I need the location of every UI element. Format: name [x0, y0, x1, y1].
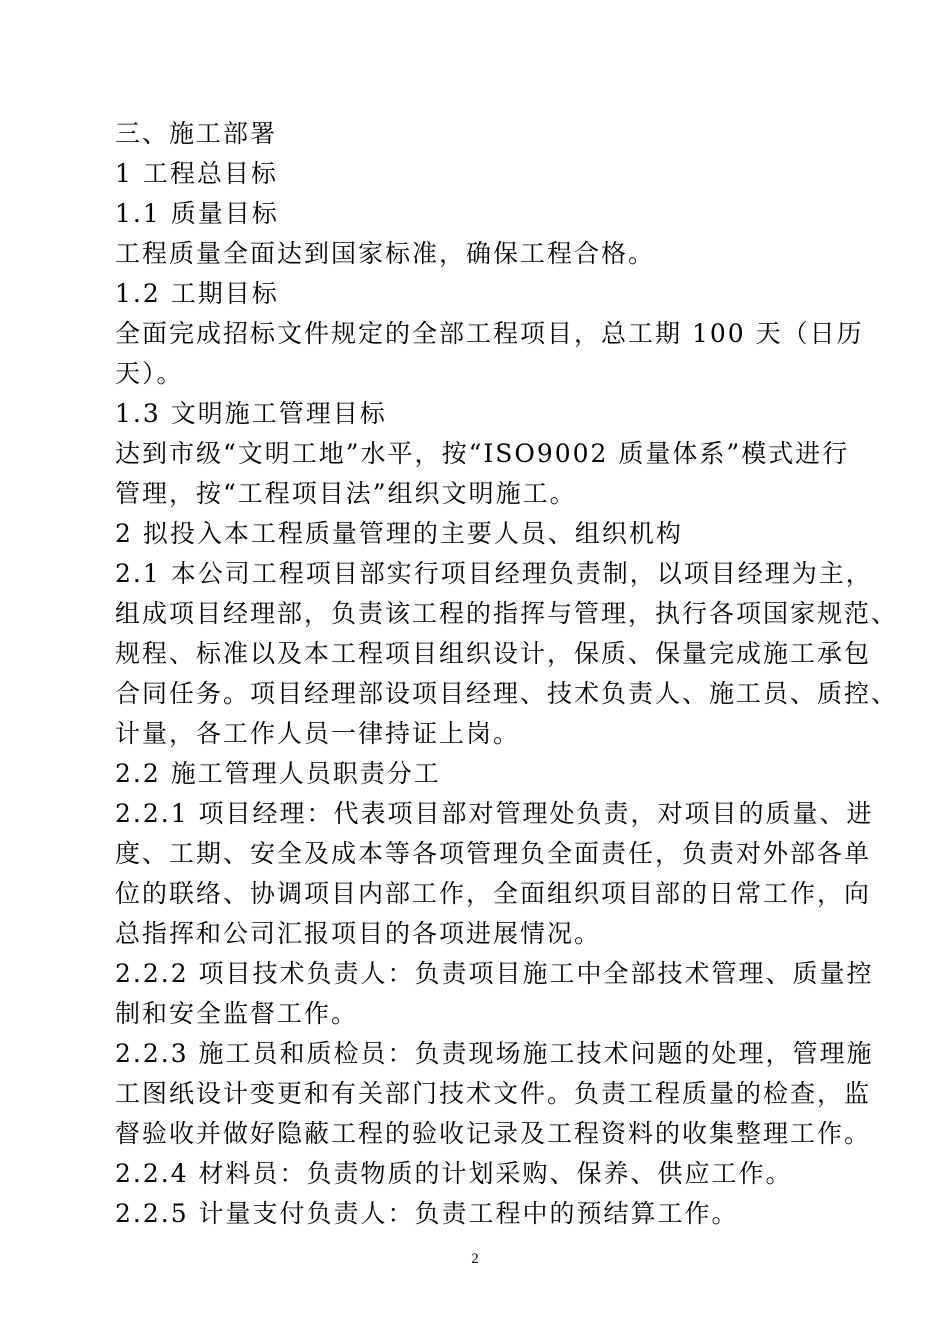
- paragraph-line: 达到市级“文明工地”水平，按“ISO9002 质量体系”模式进行: [115, 439, 850, 468]
- paragraph-line: 2.1 本公司工程项目部实行项目经理负责制，以项目经理为主，: [115, 559, 873, 588]
- heading-2: 2 拟投入本工程质量管理的主要人员、组织机构: [115, 519, 683, 548]
- paragraph-line: 2.2.5 计量支付负责人：负责工程中的预结算工作。: [115, 1199, 739, 1228]
- paragraph-line: 度、工期、安全及成本等各项管理负全面责任，负责对外部各单: [115, 839, 872, 868]
- paragraph-line: 工图纸设计变更和有关部门技术文件。负责工程质量的检查，监: [115, 1079, 872, 1108]
- heading-1: 1 工程总目标: [115, 159, 278, 188]
- paragraph-line: 规程、标准以及本工程项目组织设计，保质、保量完成施工承包: [115, 639, 872, 668]
- paragraph-line: 2.2.1 项目经理：代表项目部对管理处负责，对项目的质量、进: [115, 799, 874, 828]
- paragraph-line: 计量，各工作人员一律持证上岗。: [115, 719, 521, 748]
- paragraph-line: 合同任务。项目经理部设项目经理、技术负责人、施工员、质控、: [115, 679, 899, 708]
- heading-1-1: 1.1 质量目标: [115, 199, 279, 228]
- heading-1-3: 1.3 文明施工管理目标: [115, 399, 387, 428]
- heading-2-2: 2.2 施工管理人员职责分工: [115, 759, 441, 788]
- paragraph-line: 2.2.4 材料员：负责物质的计划采购、保养、供应工作。: [115, 1159, 793, 1188]
- paragraph-line: 督验收并做好隐蔽工程的验收记录及工程资料的收集整理工作。: [115, 1119, 872, 1148]
- paragraph-line: 2.2.2 项目技术负责人：负责项目施工中全部技术管理、质量控: [115, 959, 874, 988]
- paragraph-line: 管理，按“工程项目法”组织文明施工。: [115, 479, 577, 508]
- heading-1-2: 1.2 工期目标: [115, 279, 279, 308]
- document-body: [115, 114, 899, 1234]
- paragraph-line: 总指挥和公司汇报项目的各项进展情况。: [115, 919, 602, 948]
- paragraph-line: 全面完成招标文件规定的全部工程项目，总工期 100 天（日历: [115, 319, 864, 348]
- paragraph-line: 天）。: [115, 359, 184, 388]
- page-number: 2: [471, 1251, 479, 1267]
- paragraph-line: 组成项目经理部，负责该工程的指挥与管理，执行各项国家规范、: [115, 599, 899, 628]
- paragraph-line: 制和安全监督工作。: [115, 999, 359, 1028]
- section-heading: 三、施工部署: [115, 119, 278, 148]
- paragraph-line: 位的联络、协调项目内部工作，全面组织项目部的日常工作，向: [115, 879, 872, 908]
- paragraph-line: 工程质量全面达到国家标准，确保工程合格。: [115, 239, 656, 268]
- paragraph-line: 2.2.3 施工员和质检员：负责现场施工技术问题的处理，管理施: [115, 1039, 874, 1068]
